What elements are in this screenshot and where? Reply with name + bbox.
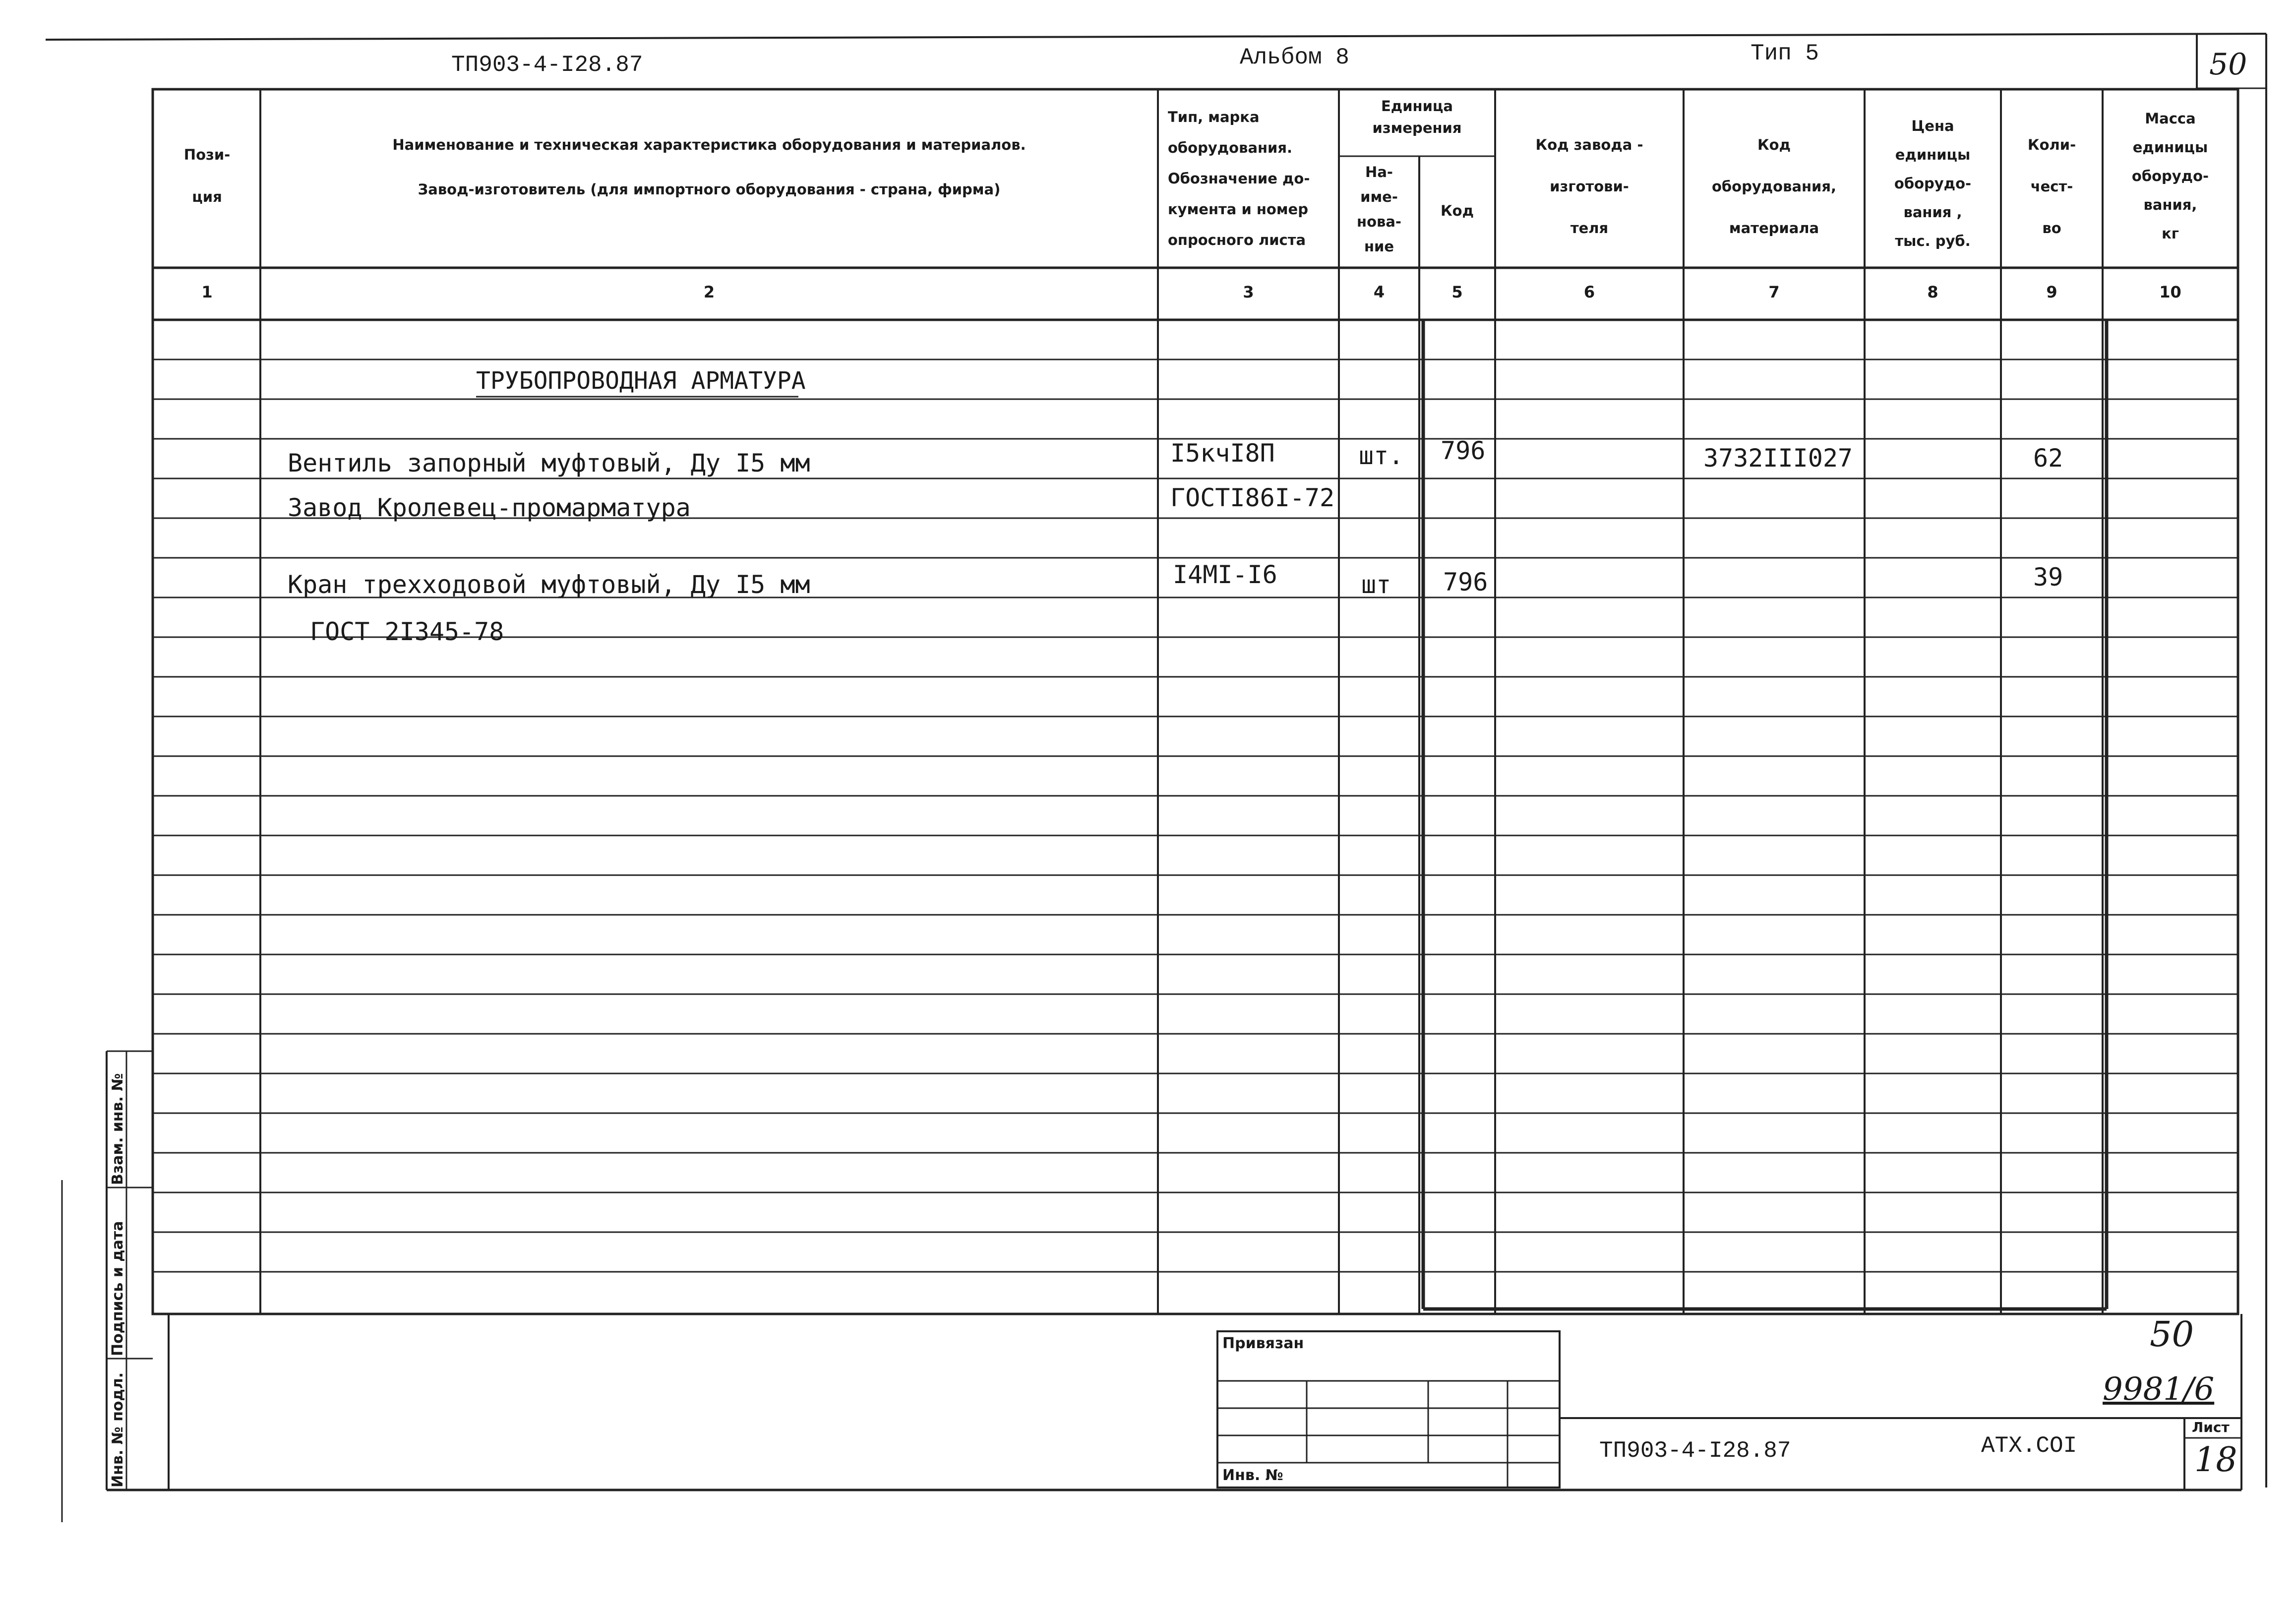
- col-num: 9: [2046, 283, 2057, 301]
- item1-qty: 62: [2033, 444, 2063, 473]
- col-num: 4: [1373, 283, 1385, 301]
- page-number: 50: [2209, 47, 2247, 82]
- item2-unit-code: 796: [1443, 568, 1488, 596]
- col-num: 6: [1583, 283, 1595, 301]
- col-qty-header: Коли- чест- во: [2027, 136, 2076, 237]
- col-num: 3: [1243, 283, 1254, 301]
- section-title: ТРУБОПРОВОДНАЯ АРМАТУРА: [476, 367, 806, 395]
- side-stamp-inv-original: Инв. № подл.: [109, 1372, 126, 1487]
- col-position-header: Пози- ция: [183, 146, 231, 205]
- col-name-header-line2: Завод-изготовитель (для импортного оборудования - страна, фирма): [418, 181, 1001, 198]
- col-num: 2: [703, 283, 715, 301]
- inv-no-label: Инв. №: [1222, 1467, 1283, 1484]
- col-type-header: Тип, марка оборудования. Обозначение до- кумента и номер опросного листа: [1168, 109, 1310, 248]
- col-num: 5: [1451, 283, 1463, 301]
- item1-unit: шт.: [1359, 441, 1404, 470]
- col-num: 8: [1927, 283, 1938, 301]
- footer-sheet-code: АТХ.СОI: [1981, 1433, 2077, 1459]
- col-unit-header: Единица измерения: [1372, 98, 1462, 136]
- footer-doc-code: ТП903-4-I28.87: [1599, 1438, 1791, 1464]
- item1-doc: ГОСТI86I-72: [1170, 483, 1335, 512]
- item1-type: I5кчI8П: [1170, 439, 1275, 468]
- col-price-header: Цена единицы оборудо- вания , тыс. руб.: [1894, 118, 1972, 249]
- item2-unit: шт: [1361, 570, 1391, 599]
- col-num: 7: [1768, 283, 1780, 301]
- col-mass-header: Масса единицы оборудо- вания, кг: [2131, 110, 2209, 242]
- col-equipment-code-header: Код оборудования, материала: [1711, 136, 1837, 237]
- col-num: 10: [2159, 283, 2181, 301]
- col-factory-code-header: Код завода - изготови- теля: [1535, 136, 1643, 237]
- item1-material-code: 3732III027: [1703, 444, 1853, 473]
- album-label: Альбом 8: [1240, 45, 1349, 70]
- item1-maker: Завод Кролевец-промарматура: [288, 493, 691, 522]
- doc-code-top: ТП903-4-I28.87: [451, 52, 643, 78]
- handwritten-number: 9981/6: [2103, 1371, 2215, 1408]
- col-num: 1: [201, 283, 213, 301]
- col-unit-code-header: Код: [1440, 202, 1474, 219]
- col-unit-name-header: На- име- нова- ние: [1357, 164, 1401, 255]
- item2-type: I4МI-I6: [1173, 560, 1277, 589]
- item2-doc: ГОСТ 2I345-78: [310, 617, 504, 646]
- col-name-header-line1: Наименование и техническая характеристика оборудования и материалов.: [392, 136, 1026, 153]
- item2-name: Кран трехходовой муфтовый, Ду I5 мм: [288, 570, 810, 599]
- side-stamp-replace-inv: Взам. инв. №: [109, 1073, 126, 1185]
- type-label: Тип 5: [1751, 41, 1819, 66]
- list-label: Лист: [2192, 1419, 2230, 1435]
- item1-unit-code: 796: [1441, 436, 1486, 465]
- side-stamp-signature-date: Подпись и дата: [109, 1221, 126, 1356]
- item2-qty: 39: [2033, 563, 2063, 592]
- privyazan-label: Привязан: [1222, 1335, 1304, 1352]
- handwritten-50: 50: [2150, 1314, 2194, 1355]
- item1-name: Вентиль запорный муфтовый, Ду I5 мм: [288, 449, 810, 477]
- list-number: 18: [2194, 1440, 2237, 1480]
